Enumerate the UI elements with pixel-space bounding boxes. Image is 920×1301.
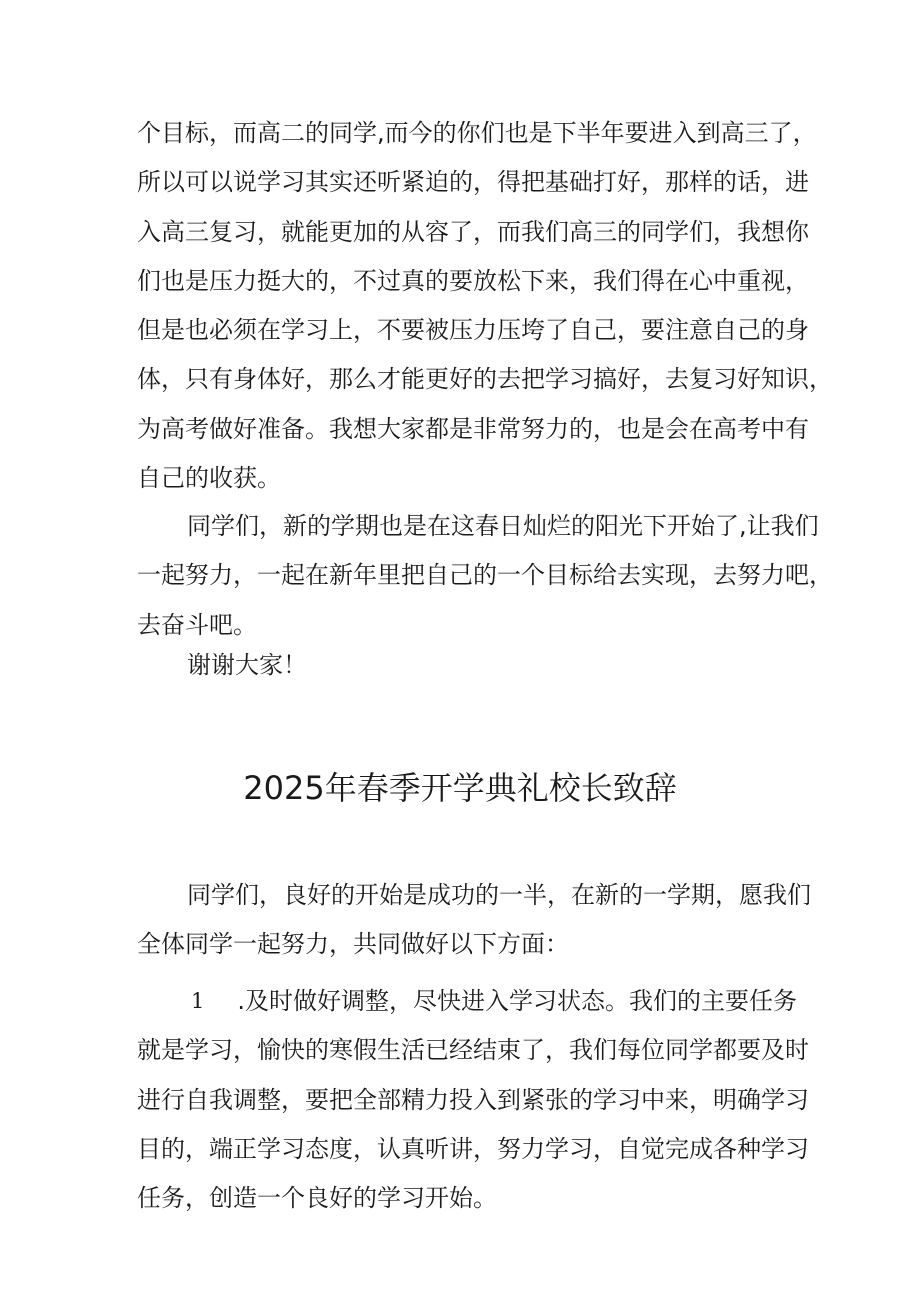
text-line: 所以可以说学习其实还听紧迫的，得把基础打好，那样的话，进	[137, 168, 809, 197]
text-line: 同学们，良好的开始是成功的一半，在新的一学期，愿我们	[187, 881, 811, 909]
text-line: 一起努力，一起在新年里把自己的一个目标给去实现，去努力吧，	[137, 561, 833, 590]
list-item	[137, 977, 809, 1223]
text-line: 任务，创造一个良好的学习开始。	[137, 1184, 497, 1213]
text-line: 自己的收获。	[137, 464, 281, 493]
text-line: 进行自我调整，要把全部精力投入到紧张的学习中来，明确学习	[137, 1085, 809, 1114]
text-line: 就是学习，愉快的寒假生活已经结束了，我们每位同学都要及时	[137, 1036, 809, 1065]
text-line: 个目标，而高二的同学,而今的你们也是下半年要进入到高三了，	[137, 119, 817, 147]
list-item-number: 1	[191, 989, 205, 1013]
text-line: 们也是压力挺大的，不过真的要放松下来，我们得在心中重视，	[137, 266, 809, 295]
thanks-text: 谢谢大家！	[187, 651, 307, 679]
list-item-first-line	[137, 977, 797, 1026]
continuation-paragraph	[137, 109, 833, 503]
text-line: .及时做好调整，尽快进入学习状态。我们的主要任务	[237, 987, 797, 1015]
text-line: 体，只有身体好，那么才能更好的去把学习搞好，去复习好知识，	[137, 365, 833, 394]
section-title: 2025年春季开学典礼校长致辞	[243, 769, 677, 807]
intro-paragraph	[137, 871, 811, 970]
text-line: 但是也必须在学习上，不要被压力压垮了自己，要注意自己的身	[137, 316, 809, 345]
closing-paragraph	[137, 502, 833, 650]
text-line: 去奋斗吧。	[137, 610, 257, 639]
text-line: 全体同学一起努力，共同做好以下方面：	[137, 930, 569, 959]
text-line: 目的，端正学习态度，认真听讲，努力学习，自觉完成各种学习	[137, 1134, 809, 1163]
text-line: 为高考做好准备。我想大家都是非常努力的，也是会在高考中有	[137, 414, 809, 443]
thanks-paragraph	[137, 641, 797, 690]
text-line: 同学们，新的学期也是在这春日灿烂的阳光下开始了,让我们	[187, 512, 819, 540]
text-line: 入高三复习，就能更加的从容了，而我们高三的同学们，我想你	[137, 217, 809, 246]
